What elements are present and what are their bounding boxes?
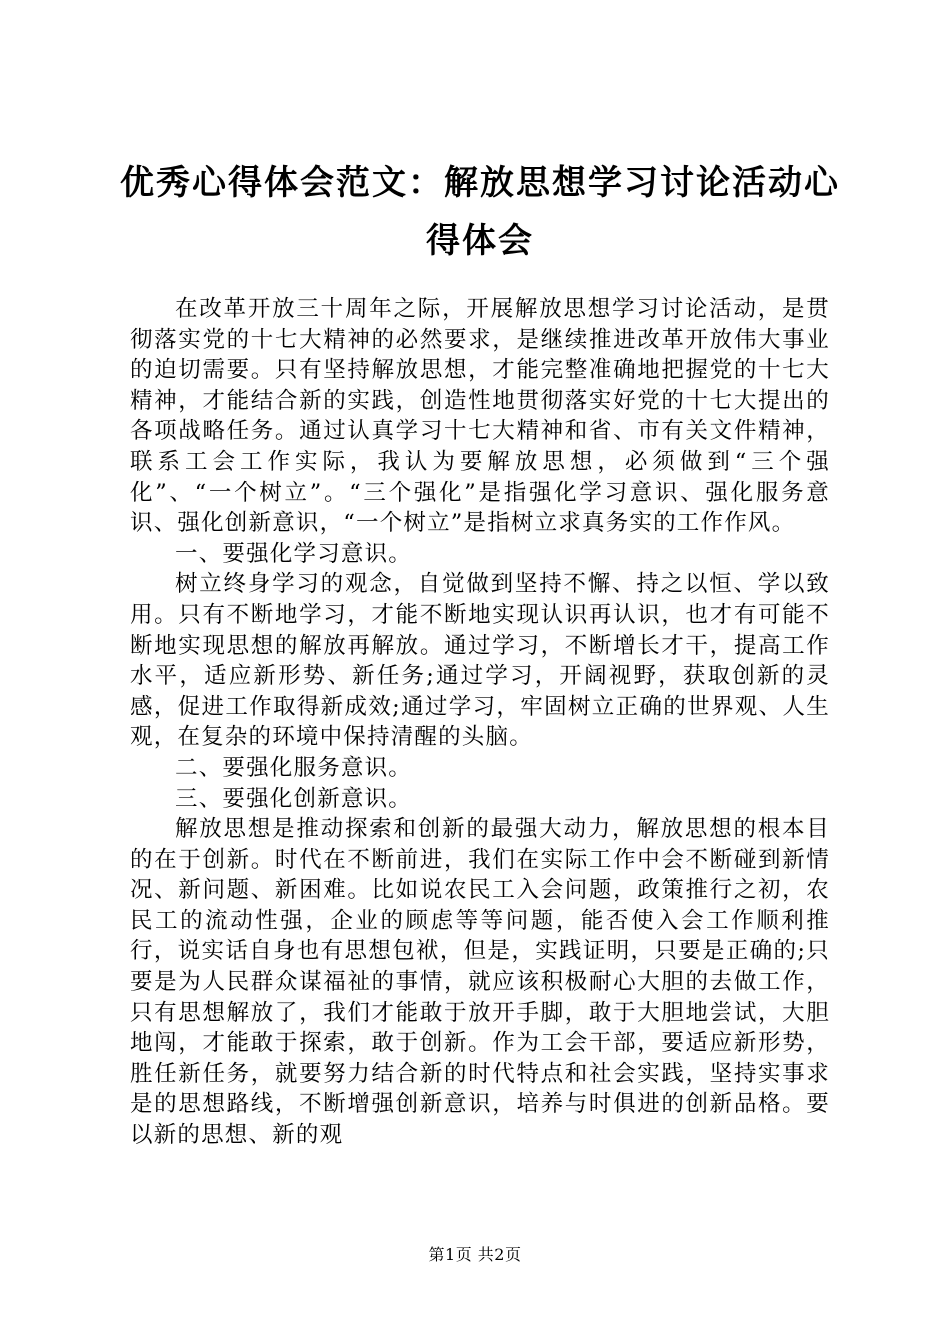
section-heading-1: 一、要强化学习意识。 (175, 540, 413, 567)
page-number-footer: 第1页 共2页 (428, 1245, 522, 1264)
section-heading-3: 三、要强化创新意识。 (175, 785, 413, 812)
section-1-paragraph: 树立终身学习的观念，自觉做到坚持不懈、持之以恒、学以致用。只有不断地学习，才能不断地实现认识再认识，也才有可能不断地实现思想的解放再解放。通过学习，不断增长才干，提高工作水平，适应新形势、新任务;通过学习，开阔视野，获取创新的灵感，促进工作取得新成效;通过学习，牢固树立正确的世界观、人生观，在复杂的环境中保持清醒的头脑。 (130, 571, 830, 751)
section-heading-2: 二、要强化服务意识。 (175, 754, 413, 781)
document-title-line-2: 得体会 (426, 221, 534, 261)
document-title-line-1: 优秀心得体会范文：解放思想学习讨论活动心 (120, 163, 840, 203)
section-3-paragraph: 解放思想是推动探索和创新的最强大动力，解放思想的根本目的在于创新。时代在不断前进，我们在实际工作中会不断碰到新情况、新问题、新困难。比如说农民工入会问题，政策推行之初，农民工的流动性强，企业的顾虑等等问题，能否使入会工作顺利推行，说实话自身也有思想包袱，但是，实践证明，只要是正确的;只要是为人民群众谋福祉的事情，就应该积极耐心大胆的去做工作，只有思想解放了，我们才能敢于放开手脚，敢于大胆地尝试，大胆地闯，才能敢于探索，敢于创新。作为工会干部，要适应新形势，胜任新任务，就要努力结合新的时代特点和社会实践，坚持实事求是的思想路线，不断增强创新意识，培养与时俱进的创新品格。要以新的思想、新的观 (130, 816, 830, 1149)
intro-paragraph: 在改革开放三十周年之际，开展解放思想学习讨论活动，是贯彻落实党的十七大精神的必然要求，是继续推进改革开放伟大事业的迫切需要。只有坚持解放思想，才能完整准确地把握党的十七大精神，才能结合新的实践，创造性地贯彻落实好党的十七大提出的各项战略任务。通过认真学习十七大精神和省、市有关文件精神，联系工会工作实际，我认为要解放思想，必须做到“三个强化”、“一个树立”。“三个强化”是指强化学习意识、强化服务意识、强化创新意识，“一个树立”是指树立求真务实的工作作风。 (130, 296, 830, 537)
document-body (130, 294, 830, 1151)
